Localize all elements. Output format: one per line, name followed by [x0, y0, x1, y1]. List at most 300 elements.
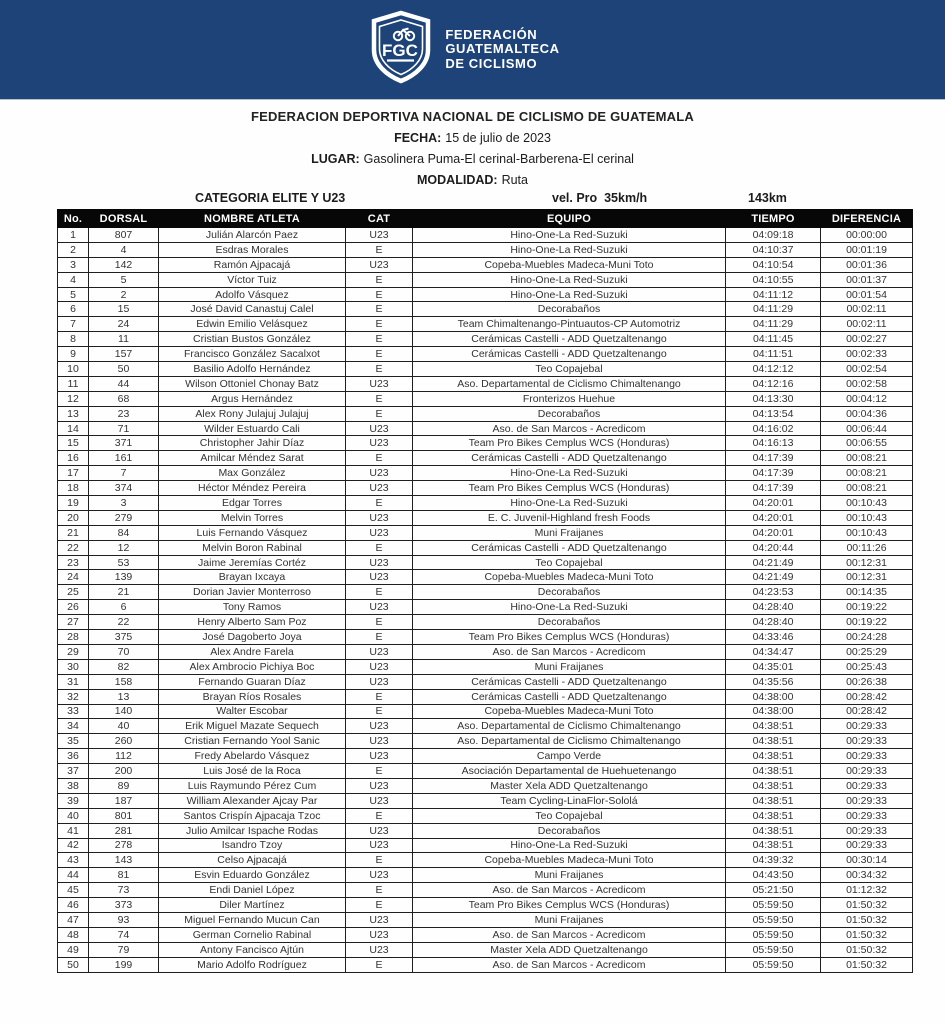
cell-dorsal: 260: [89, 734, 159, 749]
cell-dorsal: 279: [89, 510, 159, 525]
cell-difference: 00:02:58: [821, 376, 913, 391]
cell-athlete-name: Ramón Ajpacajá: [159, 257, 346, 272]
cell-category: U23: [346, 510, 413, 525]
cell-category: E: [346, 391, 413, 406]
cell-athlete-name: Santos Crispín Ajpacaja Tzoc: [159, 808, 346, 823]
cell-position: 48: [58, 927, 89, 942]
modalidad-label: MODALIDAD:: [417, 173, 498, 187]
cell-category: E: [346, 332, 413, 347]
cell-time: 04:12:12: [726, 362, 821, 377]
cell-dorsal: 157: [89, 347, 159, 362]
cell-category: U23: [346, 734, 413, 749]
cell-difference: 00:10:43: [821, 525, 913, 540]
cell-athlete-name: Walter Escobar: [159, 704, 346, 719]
cell-time: 04:11:29: [726, 302, 821, 317]
cyclist-icon: [394, 29, 414, 41]
cell-category: U23: [346, 481, 413, 496]
cell-dorsal: 11: [89, 332, 159, 347]
cell-position: 26: [58, 600, 89, 615]
cell-team: Asociación Departamental de Huehuetenango: [413, 764, 726, 779]
federation-name-line1: FEDERACIÓN: [445, 26, 538, 42]
cell-difference: 00:01:54: [821, 287, 913, 302]
cell-team: Hino-One-La Red-Suzuki: [413, 600, 726, 615]
cell-time: 04:17:39: [726, 466, 821, 481]
svg-text:FGC: FGC: [382, 41, 419, 60]
cell-team: Cerámicas Castelli - ADD Quetzaltenango: [413, 332, 726, 347]
cell-position: 24: [58, 570, 89, 585]
table-row: [58, 704, 913, 719]
results-table: [57, 209, 913, 973]
lugar-value: Gasolinera Puma-El cerinal-Barberena-El cerinal: [363, 152, 634, 166]
cell-difference: 00:08:21: [821, 466, 913, 481]
cell-team: Campo Verde: [413, 749, 726, 764]
cell-difference: 00:12:31: [821, 555, 913, 570]
cell-position: 34: [58, 719, 89, 734]
cell-position: 13: [58, 406, 89, 421]
cell-difference: 00:10:43: [821, 496, 913, 511]
cell-category: E: [346, 242, 413, 257]
header-time: TIEMPO: [726, 210, 821, 228]
cell-difference: 01:50:32: [821, 942, 913, 957]
cell-athlete-name: Wilson Ottoniel Chonay Batz: [159, 376, 346, 391]
cell-time: 04:38:51: [726, 734, 821, 749]
table-row: [58, 868, 913, 883]
table-row: [58, 644, 913, 659]
cell-team: Hino-One-La Red-Suzuki: [413, 287, 726, 302]
cell-team: Team Chimaltenango-Pintuautos-CP Automotriz: [413, 317, 726, 332]
cell-athlete-name: Antony Fancisco Ajtún: [159, 942, 346, 957]
cell-position: 38: [58, 778, 89, 793]
cell-dorsal: 373: [89, 898, 159, 913]
cell-dorsal: 4: [89, 242, 159, 257]
cell-time: 05:59:50: [726, 957, 821, 972]
cell-athlete-name: Brayan Ixcaya: [159, 570, 346, 585]
cell-athlete-name: Diler Martínez: [159, 898, 346, 913]
cell-athlete-name: Amilcar Méndez Sarat: [159, 451, 346, 466]
cell-time: 04:13:54: [726, 406, 821, 421]
header-row: [58, 210, 913, 228]
cell-difference: 00:26:38: [821, 674, 913, 689]
cell-category: U23: [346, 600, 413, 615]
cell-team: Teo Copajebal: [413, 362, 726, 377]
cell-position: 21: [58, 525, 89, 540]
cell-position: 35: [58, 734, 89, 749]
cell-dorsal: 71: [89, 421, 159, 436]
federation-logo: [369, 10, 559, 89]
cell-athlete-name: Julián Alarcón Paez: [159, 228, 346, 243]
cell-athlete-name: Endi Daniel López: [159, 883, 346, 898]
table-row: [58, 734, 913, 749]
federation-banner: [0, 0, 945, 100]
cell-category: E: [346, 272, 413, 287]
cell-team: Master Xela ADD Quetzaltenango: [413, 778, 726, 793]
cell-dorsal: 161: [89, 451, 159, 466]
cell-time: 04:33:46: [726, 630, 821, 645]
table-row: [58, 749, 913, 764]
cell-athlete-name: Max González: [159, 466, 346, 481]
cell-time: 04:11:29: [726, 317, 821, 332]
results-tbody: [58, 228, 913, 973]
header-difference: DIFERENCIA: [821, 210, 913, 228]
cell-athlete-name: Julio Amilcar Ispache Rodas: [159, 823, 346, 838]
cell-athlete-name: Dorian Javier Monterroso: [159, 585, 346, 600]
cell-dorsal: 371: [89, 436, 159, 451]
cell-category: U23: [346, 436, 413, 451]
table-row: [58, 689, 913, 704]
cell-team: Teo Copajebal: [413, 808, 726, 823]
cell-dorsal: 84: [89, 525, 159, 540]
cell-athlete-name: Edgar Torres: [159, 496, 346, 511]
cell-athlete-name: Fernando Guaran Díaz: [159, 674, 346, 689]
cell-athlete-name: Luis Fernando Vásquez: [159, 525, 346, 540]
cell-athlete-name: Basilio Adolfo Hernández: [159, 362, 346, 377]
cell-dorsal: 81: [89, 868, 159, 883]
cell-position: 23: [58, 555, 89, 570]
cell-position: 29: [58, 644, 89, 659]
cell-difference: 00:02:33: [821, 347, 913, 362]
cell-dorsal: 70: [89, 644, 159, 659]
cell-category: E: [346, 317, 413, 332]
cell-category: U23: [346, 912, 413, 927]
cell-dorsal: 6: [89, 600, 159, 615]
table-row: [58, 883, 913, 898]
fgc-shield-icon: [369, 10, 433, 89]
cell-difference: 00:24:28: [821, 630, 913, 645]
cell-position: 22: [58, 540, 89, 555]
table-row: [58, 778, 913, 793]
cell-dorsal: 74: [89, 927, 159, 942]
cell-team: Aso. Departamental de Ciclismo Chimaltenango: [413, 719, 726, 734]
table-row: [58, 659, 913, 674]
cell-time: 04:20:01: [726, 525, 821, 540]
cell-team: Copeba-Muebles Madeca-Muni Toto: [413, 570, 726, 585]
cell-category: E: [346, 630, 413, 645]
cell-athlete-name: Erik Miguel Mazate Sequech: [159, 719, 346, 734]
cell-position: 42: [58, 838, 89, 853]
cell-athlete-name: Francisco González Sacalxot: [159, 347, 346, 362]
cell-dorsal: 40: [89, 719, 159, 734]
header-dorsal: DORSAL: [89, 210, 159, 228]
modalidad-line: [0, 173, 945, 187]
cell-team: Aso. Departamental de Ciclismo Chimaltenango: [413, 376, 726, 391]
cell-position: 45: [58, 883, 89, 898]
cell-difference: 00:29:33: [821, 764, 913, 779]
cell-dorsal: 53: [89, 555, 159, 570]
cell-dorsal: 199: [89, 957, 159, 972]
table-row: [58, 391, 913, 406]
cell-athlete-name: William Alexander Ajcay Par: [159, 793, 346, 808]
cell-team: Muni Fraijanes: [413, 868, 726, 883]
cell-category: U23: [346, 778, 413, 793]
table-row: [58, 942, 913, 957]
table-row: [58, 957, 913, 972]
cell-team: Teo Copajebal: [413, 555, 726, 570]
table-row: [58, 242, 913, 257]
cell-difference: 01:50:32: [821, 927, 913, 942]
cell-time: 04:11:45: [726, 332, 821, 347]
table-row: [58, 600, 913, 615]
cell-difference: 00:01:37: [821, 272, 913, 287]
cell-category: E: [346, 883, 413, 898]
cell-dorsal: 82: [89, 659, 159, 674]
cell-team: Aso. de San Marcos - Acredicom: [413, 927, 726, 942]
cell-difference: 00:28:42: [821, 689, 913, 704]
cell-time: 04:38:00: [726, 704, 821, 719]
table-row: [58, 362, 913, 377]
cell-difference: 00:02:11: [821, 302, 913, 317]
table-row: [58, 287, 913, 302]
cell-time: 04:17:39: [726, 481, 821, 496]
cell-time: 04:17:39: [726, 451, 821, 466]
cell-team: Team Pro Bikes Cemplus WCS (Honduras): [413, 481, 726, 496]
cell-position: 36: [58, 749, 89, 764]
cell-time: 05:21:50: [726, 883, 821, 898]
table-row: [58, 898, 913, 913]
cell-team: Hino-One-La Red-Suzuki: [413, 242, 726, 257]
cell-time: 04:28:40: [726, 600, 821, 615]
cell-team: Cerámicas Castelli - ADD Quetzaltenango: [413, 674, 726, 689]
cell-athlete-name: Wilder Estuardo Cali: [159, 421, 346, 436]
cell-team: Aso. de San Marcos - Acredicom: [413, 883, 726, 898]
cell-athlete-name: José Dagoberto Joya: [159, 630, 346, 645]
cell-time: 04:11:12: [726, 287, 821, 302]
header-athlete-name: NOMBRE ATLETA: [159, 210, 346, 228]
cell-athlete-name: Luis José de la Roca: [159, 764, 346, 779]
table-row: [58, 496, 913, 511]
cell-category: E: [346, 302, 413, 317]
cell-time: 04:10:55: [726, 272, 821, 287]
cell-dorsal: 79: [89, 942, 159, 957]
cell-difference: 00:08:21: [821, 481, 913, 496]
cell-dorsal: 21: [89, 585, 159, 600]
cell-team: Team Pro Bikes Cemplus WCS (Honduras): [413, 630, 726, 645]
cell-athlete-name: Melvin Boron Rabinal: [159, 540, 346, 555]
table-row: [58, 436, 913, 451]
cell-dorsal: 13: [89, 689, 159, 704]
cell-difference: 00:06:44: [821, 421, 913, 436]
cell-time: 04:10:37: [726, 242, 821, 257]
cell-difference: 00:25:29: [821, 644, 913, 659]
cell-time: 04:16:13: [726, 436, 821, 451]
cell-difference: 00:04:36: [821, 406, 913, 421]
cell-dorsal: 12: [89, 540, 159, 555]
cell-team: Muni Fraijanes: [413, 525, 726, 540]
fecha-value: 15 de julio de 2023: [445, 131, 551, 145]
cell-position: 32: [58, 689, 89, 704]
cell-dorsal: 89: [89, 778, 159, 793]
lugar-label: LUGAR:: [311, 152, 360, 166]
cell-dorsal: 50: [89, 362, 159, 377]
cell-athlete-name: Esvin Eduardo González: [159, 868, 346, 883]
cell-position: 10: [58, 362, 89, 377]
cell-dorsal: 374: [89, 481, 159, 496]
cell-team: Team Cycling-LinaFlor-Sololá: [413, 793, 726, 808]
cell-position: 40: [58, 808, 89, 823]
cell-category: U23: [346, 555, 413, 570]
cell-difference: 00:29:33: [821, 778, 913, 793]
cell-difference: 00:29:33: [821, 838, 913, 853]
cell-difference: 00:00:00: [821, 228, 913, 243]
cell-category: U23: [346, 674, 413, 689]
cell-time: 04:21:49: [726, 555, 821, 570]
table-row: [58, 272, 913, 287]
cell-athlete-name: Isandro Tzoy: [159, 838, 346, 853]
table-row: [58, 793, 913, 808]
cell-athlete-name: Argus Hernández: [159, 391, 346, 406]
cell-athlete-name: Jaime Jeremías Cortéz: [159, 555, 346, 570]
cell-dorsal: 807: [89, 228, 159, 243]
cell-position: 6: [58, 302, 89, 317]
cell-team: Team Pro Bikes Cemplus WCS (Honduras): [413, 436, 726, 451]
table-row: [58, 510, 913, 525]
cell-time: 04:39:32: [726, 853, 821, 868]
cell-position: 3: [58, 257, 89, 272]
cell-category: E: [346, 287, 413, 302]
cell-team: Copeba-Muebles Madeca-Muni Toto: [413, 257, 726, 272]
cell-athlete-name: Edwin Emilio Velásquez: [159, 317, 346, 332]
cell-category: U23: [346, 257, 413, 272]
federation-name-line3: DE CICLISMO: [445, 55, 538, 71]
cell-difference: 00:25:43: [821, 659, 913, 674]
cell-time: 04:38:51: [726, 793, 821, 808]
cell-difference: 01:50:32: [821, 898, 913, 913]
cell-team: Hino-One-La Red-Suzuki: [413, 466, 726, 481]
results-table-header: [58, 210, 913, 228]
cell-team: Cerámicas Castelli - ADD Quetzaltenango: [413, 451, 726, 466]
cell-position: 44: [58, 868, 89, 883]
cell-position: 20: [58, 510, 89, 525]
cell-difference: 00:08:21: [821, 451, 913, 466]
cell-time: 04:43:50: [726, 868, 821, 883]
cell-athlete-name: Héctor Méndez Pereira: [159, 481, 346, 496]
cell-difference: 00:29:33: [821, 719, 913, 734]
table-row: [58, 630, 913, 645]
cell-difference: 00:12:31: [821, 570, 913, 585]
table-row: [58, 823, 913, 838]
cell-category: U23: [346, 793, 413, 808]
cell-position: 5: [58, 287, 89, 302]
cell-time: 04:34:47: [726, 644, 821, 659]
cell-difference: 00:02:54: [821, 362, 913, 377]
cell-dorsal: 24: [89, 317, 159, 332]
cell-position: 1: [58, 228, 89, 243]
cell-team: Hino-One-La Red-Suzuki: [413, 838, 726, 853]
cell-category: U23: [346, 376, 413, 391]
cell-athlete-name: Luis Raymundo Pérez Cum: [159, 778, 346, 793]
table-row: [58, 406, 913, 421]
cell-position: 47: [58, 912, 89, 927]
cell-position: 46: [58, 898, 89, 913]
cell-team: Decorabaños: [413, 615, 726, 630]
cell-position: 11: [58, 376, 89, 391]
cell-team: Cerámicas Castelli - ADD Quetzaltenango: [413, 540, 726, 555]
cell-category: E: [346, 704, 413, 719]
cell-athlete-name: Víctor Tuiz: [159, 272, 346, 287]
cell-category: U23: [346, 868, 413, 883]
cell-dorsal: 5: [89, 272, 159, 287]
cell-position: 33: [58, 704, 89, 719]
cell-difference: 00:11:26: [821, 540, 913, 555]
table-row: [58, 540, 913, 555]
cell-athlete-name: Alex Rony Julajuj Julajuj: [159, 406, 346, 421]
cell-dorsal: 801: [89, 808, 159, 823]
cell-position: 39: [58, 793, 89, 808]
cell-time: 04:16:02: [726, 421, 821, 436]
cell-time: 05:59:50: [726, 912, 821, 927]
cell-difference: 00:29:33: [821, 734, 913, 749]
cell-team: Hino-One-La Red-Suzuki: [413, 272, 726, 287]
table-row: [58, 466, 913, 481]
cell-team: Aso. Departamental de Ciclismo Chimaltenango: [413, 734, 726, 749]
cell-position: 2: [58, 242, 89, 257]
cell-dorsal: 112: [89, 749, 159, 764]
cell-category: U23: [346, 466, 413, 481]
table-row: [58, 838, 913, 853]
cell-team: Aso. de San Marcos - Acredicom: [413, 644, 726, 659]
cell-difference: 00:01:19: [821, 242, 913, 257]
cell-dorsal: 73: [89, 883, 159, 898]
cell-athlete-name: Esdras Morales: [159, 242, 346, 257]
cell-difference: 00:02:27: [821, 332, 913, 347]
cell-time: 04:09:18: [726, 228, 821, 243]
table-row: [58, 853, 913, 868]
cell-dorsal: 142: [89, 257, 159, 272]
cell-category: U23: [346, 570, 413, 585]
header-team: EQUIPO: [413, 210, 726, 228]
cell-time: 04:38:51: [726, 778, 821, 793]
cell-time: 05:59:50: [726, 942, 821, 957]
cell-time: 04:28:40: [726, 615, 821, 630]
cell-difference: 00:04:12: [821, 391, 913, 406]
cell-dorsal: 375: [89, 630, 159, 645]
cell-category: U23: [346, 749, 413, 764]
cell-time: 04:38:51: [726, 764, 821, 779]
table-row: [58, 525, 913, 540]
cell-dorsal: 22: [89, 615, 159, 630]
cell-dorsal: 93: [89, 912, 159, 927]
cell-time: 04:12:16: [726, 376, 821, 391]
cell-difference: 00:29:33: [821, 808, 913, 823]
federation-name: [445, 28, 559, 72]
cell-category: E: [346, 347, 413, 362]
cell-team: Cerámicas Castelli - ADD Quetzaltenango: [413, 689, 726, 704]
cell-time: 04:21:49: [726, 570, 821, 585]
cell-position: 41: [58, 823, 89, 838]
cell-time: 05:59:50: [726, 898, 821, 913]
cell-team: Muni Fraijanes: [413, 912, 726, 927]
table-row: [58, 376, 913, 391]
cell-difference: 01:50:32: [821, 957, 913, 972]
cell-category: E: [346, 585, 413, 600]
table-row: [58, 570, 913, 585]
distancia-label: 143km: [748, 191, 787, 205]
cell-team: Aso. de San Marcos - Acredicom: [413, 421, 726, 436]
cell-difference: 00:19:22: [821, 600, 913, 615]
cell-category: E: [346, 362, 413, 377]
cell-athlete-name: Cristian Bustos González: [159, 332, 346, 347]
cell-difference: 00:19:22: [821, 615, 913, 630]
table-row: [58, 257, 913, 272]
cell-time: 04:35:56: [726, 674, 821, 689]
table-row: [58, 332, 913, 347]
cell-time: 04:38:51: [726, 823, 821, 838]
cell-position: 31: [58, 674, 89, 689]
cell-time: 04:13:30: [726, 391, 821, 406]
cell-team: Aso. de San Marcos - Acredicom: [413, 957, 726, 972]
table-row: [58, 555, 913, 570]
cell-category: E: [346, 540, 413, 555]
cell-category: U23: [346, 942, 413, 957]
